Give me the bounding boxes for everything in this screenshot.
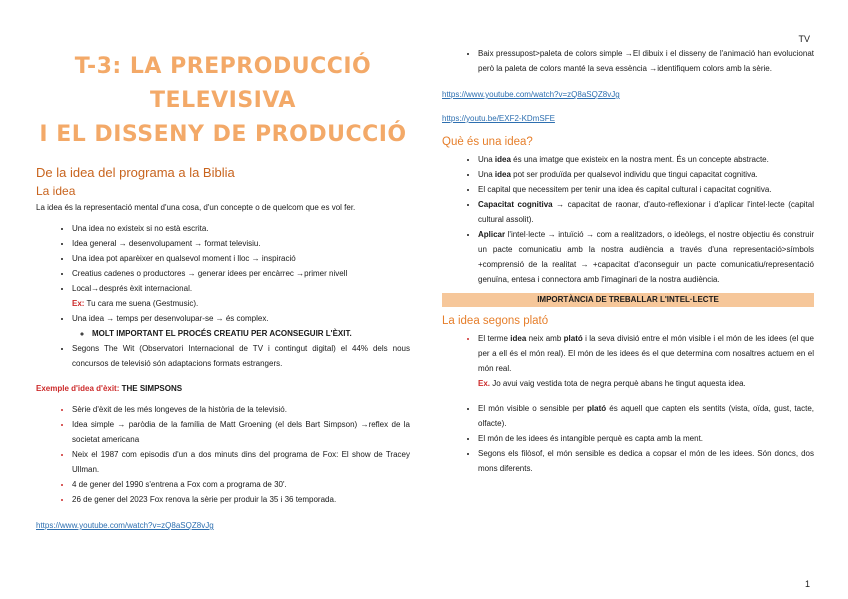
page-title: [36, 50, 410, 152]
important-note: MOLT IMPORTANT EL PROCÉS CREATIU PER ACONSEGUIR L'ÈXIT.: [92, 329, 352, 338]
plato-list: [442, 331, 814, 391]
youtube-link-1[interactable]: https://www.youtube.com/watch?v=zQ8aSQZ8vJg: [442, 90, 620, 99]
list-item: • Creatius cadenes o productores → generar idees per encàrrec →primer nivell: [72, 266, 410, 281]
subsection-title: La idea: [36, 184, 76, 198]
list-item: • Neix el 1987 com episodis d'un a dos minuts dins del programa de Fox: El show de Tracey Ullman.: [72, 447, 410, 477]
importance-banner: IMPORTÀNCIA DE TREBALLAR L'INTEL·LECTE: [442, 293, 814, 307]
list-item: • Aplicar l'intel·lecte → intuïció → com a realitzadors, o ideòlegs, el nostre objectiu és construir un pacte comunicatiu amb la nostra audiència a través d'una representació>símbols +comprensió de la realitat → +capacitat d'aconseguir un pacte comunicatiu/representació genuïna, entesa i connectora amb l'imaginari de la nostra audiència.: [478, 227, 814, 287]
header-tv: TV: [798, 34, 810, 44]
list-item: • Una idea pot aparèixer en qualsevol moment i lloc → inspiració: [72, 251, 410, 266]
example-heading-label: Exemple d'idea d'èxit:: [36, 384, 120, 393]
list-item: • Capacitat cognitiva → capacitat de raonar, d'auto-reflexionar i d'aplicar l'intel·lecte (capital cultural assolit).: [478, 197, 814, 227]
list-item: • Sèrie d'èxit de les més longeves de la història de la televisió.: [72, 402, 410, 417]
question-title: Què és una idea?: [442, 136, 533, 148]
list-item: • 4 de gener del 1990 s'entrena a Fox com a programa de 30'.: [72, 477, 410, 492]
list-item: • Una idea pot ser produïda per qualsevol individu que tingui capacitat cognitiva.: [478, 167, 814, 182]
left-column: [36, 50, 410, 533]
list-item: • Una idea → temps per desenvolupar-se → és complex.: [72, 311, 410, 326]
example-heading-title: THE SIMPSONS: [121, 384, 183, 393]
list-item: • Segons els filòsof, el món sensible es dedica a copsar el món de les idees. Són doncs, dos mons diferents.: [478, 446, 814, 476]
list-item: • Una idea és una imatge que existeix en la nostra ment. És un concepte abstracte.: [478, 152, 814, 167]
list-item: • El món de les idees és intangible perquè es capta amb la ment.: [478, 431, 814, 446]
list-item: • Baix pressupost>paleta de colors simple →El dibuix i el disseny de l'animació han evolucionat però la paleta de colors manté la seva essència →identifiquem colors amb la sèrie.: [478, 46, 814, 76]
right-column: [442, 46, 814, 476]
list-item: [72, 281, 410, 311]
simpsons-list: [36, 402, 410, 507]
example-text: Tu cara me suena (Gestmusic).: [86, 299, 199, 308]
list-item: • Segons The Wit (Observatori Internacional de TV i contingut digital) el 44% dels nous concursos de televisió són adaptacions formats estrangers.: [72, 341, 410, 371]
example-label: Ex:: [72, 299, 85, 308]
example-heading: [36, 381, 410, 396]
list-item: • El terme idea neix amb plató i la seva divisió entre el món visible i el món de les idees (el que per a ell és el món real). El món de les idees és el que determina com nosaltres actuem en el món real. Ex. Jo avui vaig vestida tota de negra perquè abans he tingut aquesta idea.: [478, 331, 814, 391]
youtube-link[interactable]: https://www.youtube.com/watch?v=zQ8aSQZ8vJg: [36, 521, 214, 530]
sub-list: [36, 326, 410, 341]
list-item: • Idea simple → paròdia de la família de Matt Groening (el dels Bart Simpson) →reflex de la societat americana: [72, 417, 410, 447]
list-item: • Una idea no existeix si no està escrita.: [72, 221, 410, 236]
list-item: • 26 de gener del 2023 Fox renova la sèrie per produir la 35 i 36 temporada.: [72, 492, 410, 507]
plato-list-2: [442, 401, 814, 476]
list-item: [92, 326, 410, 341]
youtube-link-2[interactable]: https://youtu.be/EXF2-KDmSFE: [442, 114, 555, 123]
title-line-2: I EL DISSENY DE PRODUCCIÓ: [39, 122, 407, 147]
list-item: • Idea general → desenvolupament → format televisiu.: [72, 236, 410, 251]
title-line-1: T-3: LA PREPRODUCCIÓ TELEVISIVA: [74, 54, 372, 113]
list-item-text: Local→després èxit internacional.: [72, 284, 193, 293]
plato-example-label: Ex.: [478, 379, 491, 388]
idea-list: [36, 221, 410, 326]
list-item: • El capital que necessitem per tenir una idea és capital cultural i capacitat cognitiva.: [478, 182, 814, 197]
intro-text: La idea és la representació mental d'una cosa, d'un concepte o de quelcom que es vol fer.: [36, 203, 356, 212]
list-item: • El món visible o sensible per plató és aquell que capten els sentits (vista, oïda, gust, tacte, olfacte).: [478, 401, 814, 431]
section-title: De la idea del programa a la Biblia: [36, 165, 235, 180]
page-number: 1: [804, 579, 810, 589]
plato-title: La idea segons plató: [442, 315, 549, 327]
idea-definition-list: [442, 152, 814, 287]
palette-list: [442, 46, 814, 76]
thewit-list: [36, 341, 410, 371]
